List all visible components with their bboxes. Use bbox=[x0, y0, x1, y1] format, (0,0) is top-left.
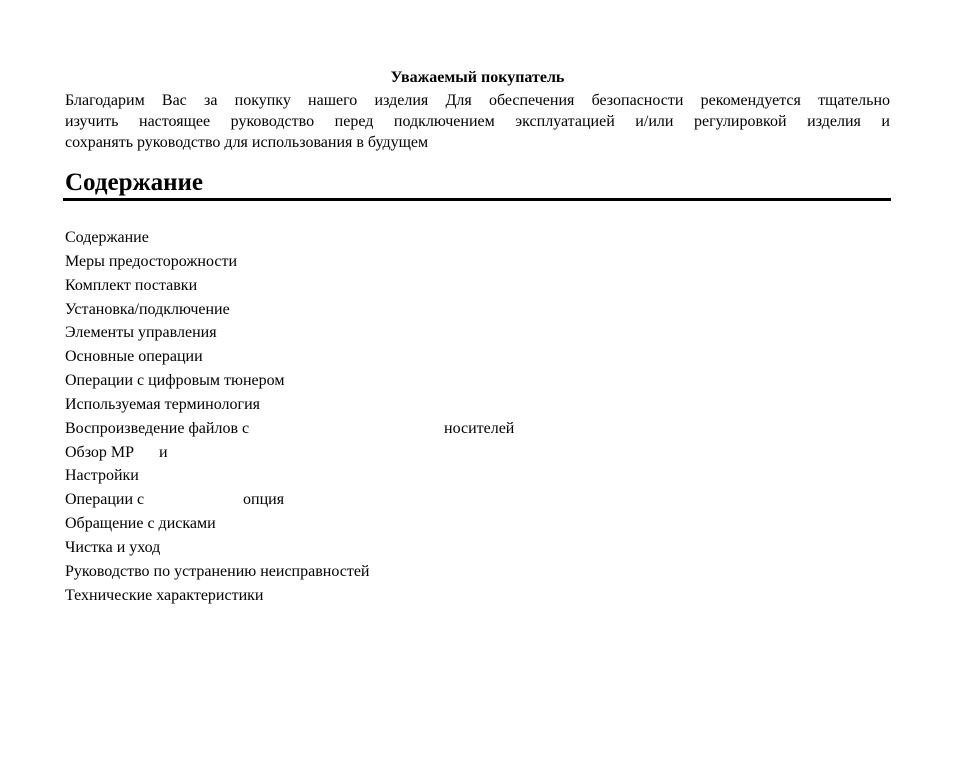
toc-item bbox=[65, 464, 369, 488]
toc-item-text: Обзор MP bbox=[65, 443, 135, 461]
toc-item-text: Технические характеристики bbox=[65, 586, 264, 604]
toc-item bbox=[65, 345, 369, 369]
toc-item-text-right: опция bbox=[243, 491, 285, 509]
toc-item bbox=[65, 560, 369, 584]
toc-item bbox=[65, 369, 369, 393]
toc-item bbox=[65, 512, 369, 536]
toc-item-text-right: носителей bbox=[444, 419, 515, 437]
greeting-paragraph bbox=[65, 90, 890, 153]
toc-item bbox=[65, 298, 369, 322]
toc-item bbox=[65, 250, 369, 274]
toc-item bbox=[65, 441, 369, 465]
toc-item bbox=[65, 488, 369, 512]
greeting-line: Благодарим Вас за покупку нашего изделия Для обеспечения безопасности рекомендуется тщательно bbox=[65, 92, 890, 109]
toc-heading: Содержание bbox=[65, 169, 204, 196]
toc-item-text: Обращение с дисками bbox=[65, 515, 216, 533]
toc-item-text: Комплект поставки bbox=[65, 276, 198, 294]
toc-item-text: Воспроизведение файлов с bbox=[65, 419, 250, 437]
toc-item-text: Основные операции bbox=[65, 348, 203, 366]
toc-item-text: Установка/подключение bbox=[65, 300, 230, 318]
greeting-title: Уважаемый покупатель bbox=[390, 69, 565, 86]
toc-item-text: Меры предосторожности bbox=[65, 252, 238, 270]
toc-item-text: Используемая терминология bbox=[65, 395, 260, 413]
toc-item bbox=[65, 321, 369, 345]
toc-item bbox=[65, 584, 369, 608]
greeting-line: изучить настоящее руководство перед подключением эксплуатацией и/или регулировкой изделия и bbox=[65, 113, 890, 130]
toc-item-text: Операции с bbox=[65, 491, 145, 509]
toc-item-text-right: и bbox=[159, 443, 168, 461]
toc-item-text: Настройки bbox=[65, 467, 139, 485]
toc-item-text: Элементы управления bbox=[65, 324, 217, 342]
greeting-line: сохранять руководство для использования в будущем bbox=[65, 134, 429, 151]
toc-item-text: Операции с цифровым тюнером bbox=[65, 372, 285, 390]
toc-item bbox=[65, 393, 369, 417]
toc-list bbox=[65, 226, 515, 608]
toc-item bbox=[65, 226, 369, 250]
toc-item-text: Чистка и уход bbox=[65, 538, 161, 556]
toc-item bbox=[65, 274, 369, 298]
toc-item bbox=[65, 536, 369, 560]
toc-item bbox=[65, 417, 515, 441]
toc-heading-rule bbox=[63, 198, 891, 201]
toc-item-text: Содержание bbox=[65, 229, 149, 246]
toc-item-text: Руководство по устранению неисправностей bbox=[65, 562, 370, 580]
